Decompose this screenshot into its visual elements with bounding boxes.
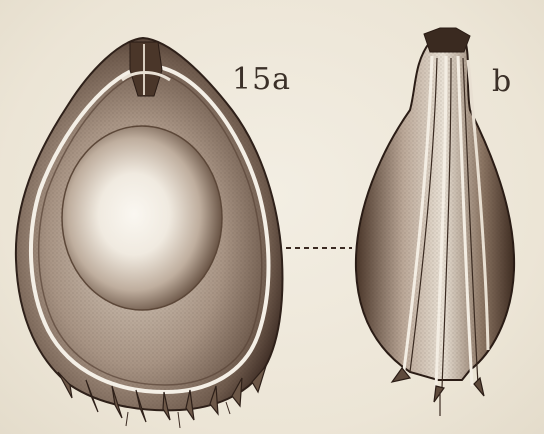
figure-b-label: b	[492, 64, 513, 99]
side-stipple	[356, 36, 514, 380]
side-cap	[424, 28, 470, 52]
central-chamber	[62, 126, 222, 310]
figure-b	[356, 28, 514, 416]
figure-a-label: 15a	[232, 62, 292, 97]
